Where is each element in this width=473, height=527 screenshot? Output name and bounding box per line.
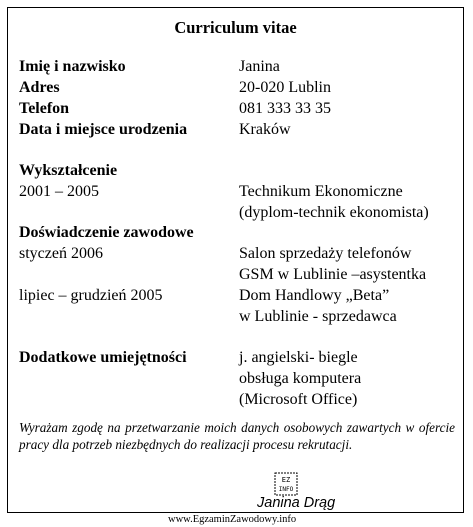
address-label: Adres xyxy=(19,79,60,96)
experience-line: w Lublinie - sprzedawca xyxy=(239,308,397,325)
stamp-icon xyxy=(274,472,298,496)
education-line: Technikum Ekonomiczne xyxy=(239,183,403,200)
phone-value: 081 333 33 35 xyxy=(239,100,331,117)
stamp-text-bottom: INFO xyxy=(278,486,294,493)
address-value: 20-020 Lublin xyxy=(239,79,331,96)
name-value: Janina xyxy=(239,58,280,75)
education-period: 2001 – 2005 xyxy=(19,183,99,200)
document-title: Curriculum vitae xyxy=(174,18,297,37)
education-heading: Wykształcenie xyxy=(19,162,118,179)
experience-line: Dom Handlowy „Beta” xyxy=(239,287,390,304)
cv-document xyxy=(7,7,464,513)
watermark: www.EgzaminZawodowy.info xyxy=(168,514,297,525)
birth-value: Kraków xyxy=(239,121,291,138)
birth-label: Data i miejsce urodzenia xyxy=(19,121,188,138)
skills-line: j. angielski- biegle xyxy=(239,349,358,366)
skills-line: obsługa komputera xyxy=(239,370,362,387)
stamp-text-top: EZ xyxy=(281,476,291,484)
experience-period: lipiec – grudzień 2005 xyxy=(19,287,163,304)
experience-line: Salon sprzedaży telefonów xyxy=(239,245,412,262)
experience-period: styczeń 2006 xyxy=(19,245,103,262)
experience-heading: Doświadczenie zawodowe xyxy=(19,224,194,241)
skills-heading: Dodatkowe umiejętności xyxy=(19,349,187,366)
skills-line: (Microsoft Office) xyxy=(239,391,358,408)
consent-clause: Wyrażam zgodę na przetwarzanie moich danych osobowych zawartych w ofercie pracy dla potrzeb niezbędnych do realizacji procesu rekrutacji. xyxy=(19,420,455,452)
education-line: (dyplom-technik ekonomista) xyxy=(239,204,429,221)
signature: Janina Drąg xyxy=(257,495,336,511)
name-label: Imię i nazwisko xyxy=(19,58,126,75)
experience-line: GSM w Lublinie –asystentka xyxy=(239,266,427,283)
phone-label: Telefon xyxy=(19,100,70,117)
